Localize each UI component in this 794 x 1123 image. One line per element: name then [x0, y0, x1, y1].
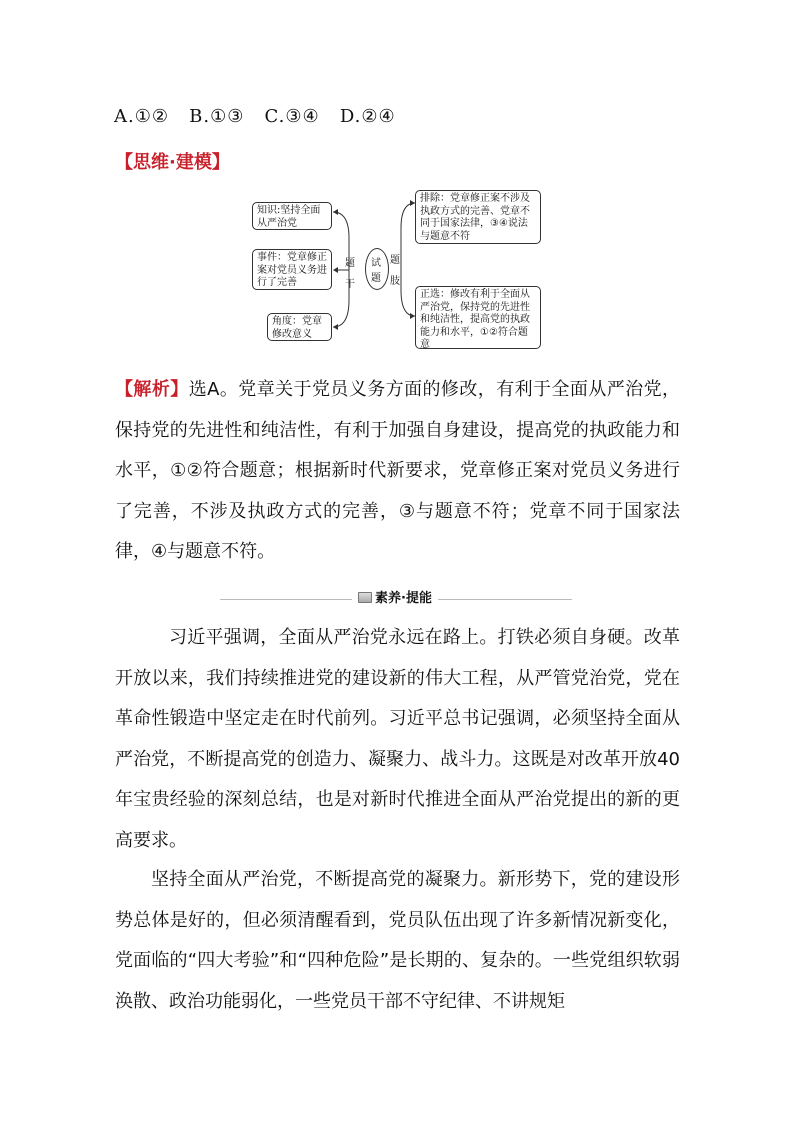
center-label-1: 试 [371, 258, 381, 269]
analysis-paragraph [115, 370, 680, 573]
analysis-tag: 【解析】 [115, 379, 189, 400]
correct-box: 正选：修改有利于全面从严治党，保持党的先进性和纯洁性，提高党的执政能力和水平，①②符合题意 [415, 286, 541, 349]
angle-box: 角度：党章修改意义 [267, 313, 332, 341]
book-icon [358, 592, 372, 603]
event-box: 事件：党章修正案对党员义务进行了完善 [252, 249, 332, 290]
body-paragraph-2: 坚持全面从严治党，不断提高党的凝聚力。新形势下，党的建设形势总体是好的，但必须清醒看到，党员队伍出现了许多新情况新变化，党面临的“四大考验”和“四种危险”是长期的、复杂的。一些党组织软弱涣散、政治功能弱化，一些党员干部不守纪律、不讲规矩 [115, 869, 680, 1012]
analysis-text: 选A。党章关于党员义务方面的修改，有利于全面从严治党，保持党的先进性和纯洁性，有利于加强自身建设，提高党的执政能力和水平，①②符合题意；根据新时代新要求，党章修正案对党员义务进行了完善，不涉及执政方式的完善，③与题意不符；党章不同于国家法律，④与题意不符。 [115, 379, 681, 562]
mind-map-diagram [245, 188, 545, 353]
model-heading: 【思维·建模】 [115, 152, 230, 173]
section-divider [220, 585, 572, 607]
section-label: 素养·提能 [352, 587, 438, 606]
right-brace [401, 203, 415, 316]
center-label-2: 题 [371, 273, 381, 284]
knowledge-box: 知识:坚持全面从严治党 [252, 202, 332, 230]
answer-options: A.①② B.①③ C.③④ D.②④ [114, 106, 396, 127]
stem-label-1: 题 [345, 258, 355, 269]
options-label-2: 肢 [390, 276, 400, 287]
stem-label-2: 干 [345, 279, 355, 290]
options-label-1: 题 [390, 255, 400, 266]
exclude-box: 排除：党章修正案不涉及执政方式的完善、党章不同于国家法律，③④说法与题意不符 [415, 190, 541, 244]
body-paragraph-1: 习近平强调，全面从严治党永远在路上。打铁必须自身硬。改革开放以来，我们持续推进党的建设新的伟大工程，从严管党治党，党在革命性锻造中坚定走在时代前列。习近平总书记强调，必须坚持全面从严治党，不断提高党的创造力、凝聚力、战斗力。这既是对改革开放40年宝贵经验的深刻总结，也是对新时代推进全面从严治党提出的新的更高要求。 [115, 627, 680, 851]
